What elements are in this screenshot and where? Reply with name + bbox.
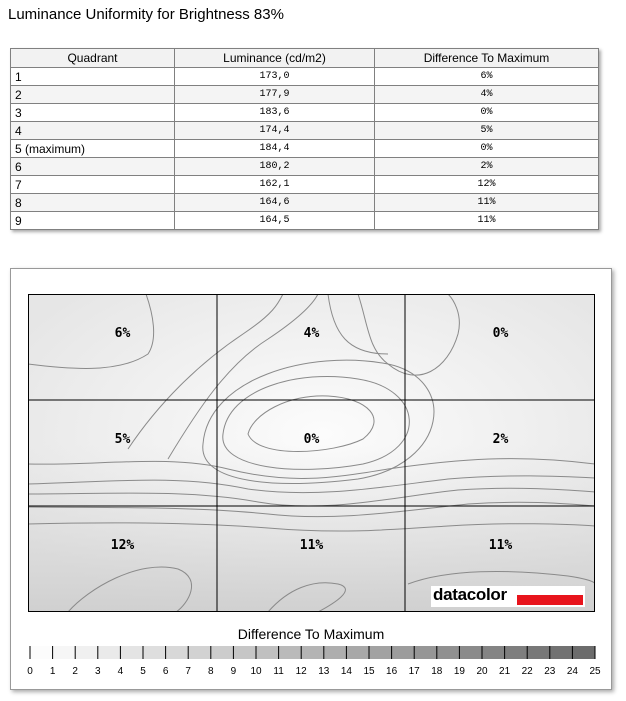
difference-cell: 4% (375, 86, 599, 104)
quadrant-6-label: 2% (492, 432, 509, 447)
luminance-cell: 184,4 (175, 140, 375, 158)
scale-swatch (98, 646, 121, 659)
quadrant-cell: 2 (11, 86, 175, 104)
scale-swatch (550, 646, 573, 659)
luminance-cell: 177,9 (175, 86, 375, 104)
datacolor-logo (431, 586, 585, 607)
scale-tick-label: 20 (476, 666, 488, 677)
scale-tick-label: 4 (117, 666, 124, 677)
difference-cell: 6% (375, 68, 599, 86)
scale-swatch (75, 646, 98, 659)
table-header-row (11, 49, 599, 68)
scale-tick-label: 3 (95, 666, 101, 677)
difference-cell: 11% (375, 212, 599, 230)
quadrant-cell: 9 (11, 212, 175, 230)
scale-tick-label: 5 (140, 666, 146, 677)
quadrant-1-label: 6% (114, 326, 131, 341)
uniformity-heatmap (28, 294, 595, 612)
scale-tick-label: 22 (521, 666, 533, 677)
scale-tick-label: 8 (208, 666, 214, 677)
scale-swatch (120, 646, 143, 659)
scale-swatch (143, 646, 166, 659)
scale-swatch (30, 646, 53, 659)
scale-tick-label: 21 (499, 666, 511, 677)
scale-tick-label: 11 (273, 666, 284, 677)
scale-swatch (482, 646, 505, 659)
quadrant-5-label: 0% (303, 432, 320, 447)
table-row (11, 212, 599, 230)
luminance-cell: 183,6 (175, 104, 375, 122)
quadrant-3-label: 0% (492, 326, 509, 341)
scale-swatch (324, 646, 347, 659)
scale-tick-label: 1 (49, 666, 56, 677)
scale-swatch (53, 646, 76, 659)
difference-cell: 11% (375, 194, 599, 212)
table-row (11, 68, 599, 86)
quadrant-9-label: 11% (488, 538, 513, 553)
quadrant-cell: 1 (11, 68, 175, 86)
quadrant-cell: 3 (11, 104, 175, 122)
scale-tick-label: 0 (27, 666, 33, 677)
scale-tick-label: 19 (453, 666, 465, 677)
table-row (11, 86, 599, 104)
scale-tick-label: 15 (363, 666, 375, 677)
quadrant-cell: 4 (11, 122, 175, 140)
quadrant-4-label: 5% (114, 432, 131, 447)
scale-tick-label: 24 (566, 666, 578, 677)
page-title: Luminance Uniformity for Brightness 83% (8, 6, 284, 23)
header-difference: Difference To Maximum (375, 49, 599, 68)
scale-tick-label: 18 (431, 666, 443, 677)
difference-cell: 5% (375, 122, 599, 140)
quadrant-cell: 8 (11, 194, 175, 212)
scale-tick-label: 13 (318, 666, 330, 677)
scale-swatch (346, 646, 369, 659)
scale-tick-label: 9 (230, 666, 237, 677)
scale-swatch (392, 646, 415, 659)
scale-swatch (301, 646, 324, 659)
difference-cell: 2% (375, 158, 599, 176)
scale-tick-label: 16 (386, 666, 398, 677)
table-row (11, 104, 599, 122)
scale-title: Difference To Maximum (237, 626, 385, 642)
luminance-cell: 162,1 (175, 176, 375, 194)
quadrant-cell: 5 (maximum) (11, 140, 175, 158)
quadrant-cell: 6 (11, 158, 175, 176)
scale-tick-label: 14 (340, 666, 352, 677)
luminance-cell: 174,4 (175, 122, 375, 140)
scale-tick-label: 7 (185, 666, 191, 677)
header-luminance: Luminance (cd/m2) (175, 49, 375, 68)
scale-tick-label: 2 (72, 666, 78, 677)
scale-tick-label: 23 (544, 666, 556, 677)
scale-tick-label: 17 (408, 666, 420, 677)
table-row (11, 176, 599, 194)
luminance-cell: 164,5 (175, 212, 375, 230)
table-row (11, 122, 599, 140)
difference-cell: 0% (375, 104, 599, 122)
scale-swatch (279, 646, 302, 659)
scale-tick-label: 10 (250, 666, 262, 677)
scale-swatch (211, 646, 234, 659)
luminance-cell: 180,2 (175, 158, 375, 176)
scale-swatch (369, 646, 392, 659)
table-row (11, 140, 599, 158)
luminance-cell: 164,6 (175, 194, 375, 212)
quadrant-8-label: 11% (299, 538, 324, 553)
table-row (11, 194, 599, 212)
scale-swatch (256, 646, 279, 659)
header-quadrant: Quadrant (11, 49, 175, 68)
scale-swatch (414, 646, 437, 659)
uniformity-chart-panel (10, 268, 612, 690)
scale-swatch (572, 646, 595, 659)
quadrant-cell: 7 (11, 176, 175, 194)
difference-cell: 12% (375, 176, 599, 194)
logo-text: datacolor (433, 585, 507, 604)
scale-tick-label: 12 (295, 666, 307, 677)
scale-swatch (188, 646, 211, 659)
scale-tick-label: 6 (162, 666, 169, 677)
logo-red-bar (517, 595, 583, 605)
scale-swatch (233, 646, 256, 659)
scale-swatch (505, 646, 528, 659)
table-row (11, 158, 599, 176)
difference-scale (19, 644, 604, 684)
scale-swatch (459, 646, 482, 659)
scale-swatch (166, 646, 189, 659)
scale-swatch (437, 646, 460, 659)
luminance-cell: 173,0 (175, 68, 375, 86)
luminance-table (10, 48, 599, 230)
scale-tick-label: 25 (589, 666, 601, 677)
quadrant-2-label: 4% (303, 326, 320, 341)
quadrant-7-label: 12% (110, 538, 135, 553)
scale-swatch (527, 646, 550, 659)
difference-cell: 0% (375, 140, 599, 158)
